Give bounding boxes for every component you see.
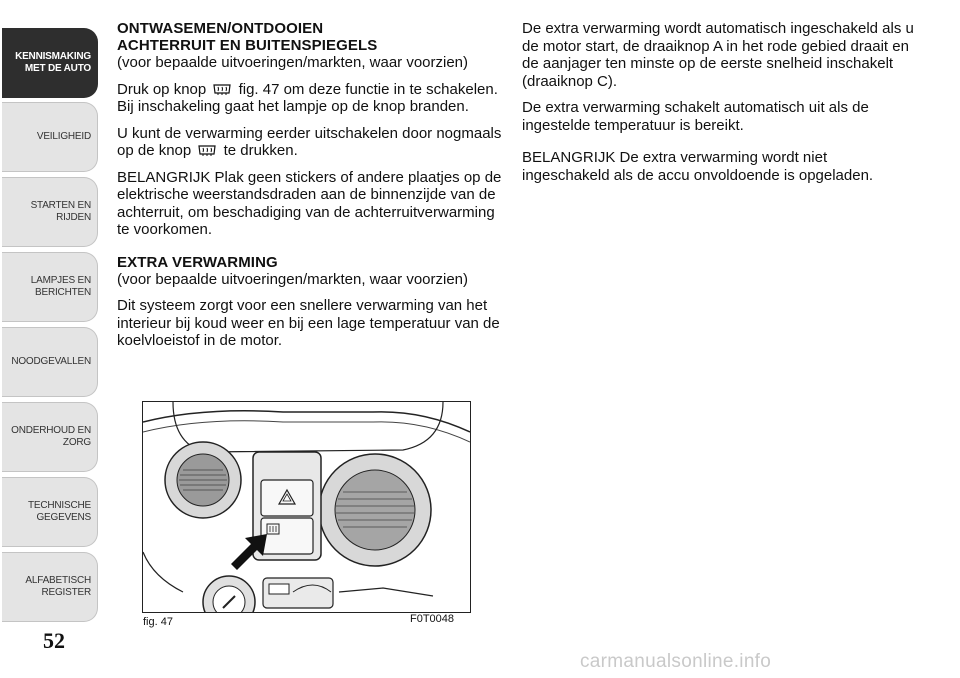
- warning-paragraph: BELANGRIJK De extra verwarming wordt niet ingeschakeld als de accu onvoldoende is opgeladen.: [522, 149, 874, 184]
- warning-paragraph: BELANGRIJK Plak geen stickers of andere plaatjes op de elektrische weerstandsdraden aan de binnenzijde van de achterruit, om beschadiging van de achterruitverwarming te voorkomen.: [117, 168, 502, 238]
- tab-label: ALFABETISCH REGISTER: [25, 575, 91, 598]
- text: fig. 47 om deze functie in te schakelen. Bij inschakeling gaat het lampje op de knop branden.: [117, 80, 498, 115]
- text: U kunt de verwarming eerder uitschakelen door nogmaals op de knop: [117, 124, 502, 159]
- paragraph: [117, 125, 502, 160]
- left-column: [117, 20, 502, 359]
- tab-label: KENNISMAKING MET DE AUTO: [15, 51, 91, 74]
- paragraph: De extra verwarming wordt automatisch ingeschakeld als u de motor start, de draaiknop A in het rode gebied draait en de aanjager ten minste op de eerste snelheid inschakelt (draaiknop C).: [522, 20, 914, 90]
- tab-lampjes-en-berichten[interactable]: [2, 252, 98, 322]
- watermark: carmanualsonline.info: [580, 651, 772, 672]
- rear-defrost-icon: [212, 82, 232, 96]
- tab-label: NOODGEVALLEN: [11, 356, 91, 367]
- figure-dashboard-buttons: [142, 401, 471, 613]
- figure-caption: fig. 47: [143, 616, 173, 628]
- paragraph: [117, 81, 502, 116]
- chapter-sidebar: [0, 0, 100, 678]
- tab-label: STARTEN EN RIJDEN: [30, 200, 91, 223]
- paragraph: Dit systeem zorgt voor een snellere verwarming van het interieur bij koud weer en bij een lage temperatuur van de koelvloeistof in de motor.: [117, 297, 500, 349]
- rear-defrost-icon: [197, 143, 217, 157]
- page-number: 52: [43, 628, 65, 653]
- text: Druk op knop: [117, 80, 207, 98]
- section-heading-defrost: [117, 20, 502, 54]
- tab-label: ONDERHOUD EN ZORG: [11, 425, 91, 448]
- tab-kennismaking[interactable]: [2, 28, 98, 98]
- paragraph: De extra verwarming schakelt automatisch uit als de ingestelde temperatuur is bereikt.: [522, 99, 869, 134]
- right-column: [522, 20, 917, 193]
- tab-veiligheid[interactable]: [2, 102, 98, 172]
- tab-label: VEILIGHEID: [36, 131, 91, 142]
- heading-subtitle: (voor bepaalde uitvoeringen/markten, waar voorzien): [117, 270, 469, 288]
- tab-alfabetisch-register[interactable]: [2, 552, 98, 622]
- section-heading-extra-heating: EXTRA VERWARMING: [117, 253, 278, 271]
- tab-technische-gegevens[interactable]: [2, 477, 98, 547]
- text: te drukken.: [223, 142, 298, 159]
- tab-label: TECHNISCHE GEGEVENS: [27, 500, 91, 523]
- tab-starten-en-rijden[interactable]: [2, 177, 98, 247]
- tab-noodgevallen[interactable]: [2, 327, 98, 397]
- tab-label: LAMPJES EN BERICHTEN: [30, 275, 91, 298]
- heading-subtitle: (voor bepaalde uitvoeringen/markten, waar voorzien): [117, 54, 469, 71]
- tab-onderhoud-en-zorg[interactable]: [2, 402, 98, 472]
- heading-line: ONTWASEMEN/ONTDOOIEN: [117, 20, 324, 37]
- heading-line: ACHTERRUIT EN BUITENSPIEGELS: [117, 37, 378, 54]
- dashboard-illustration: [143, 402, 470, 612]
- figure-code: F0T0048: [410, 613, 455, 625]
